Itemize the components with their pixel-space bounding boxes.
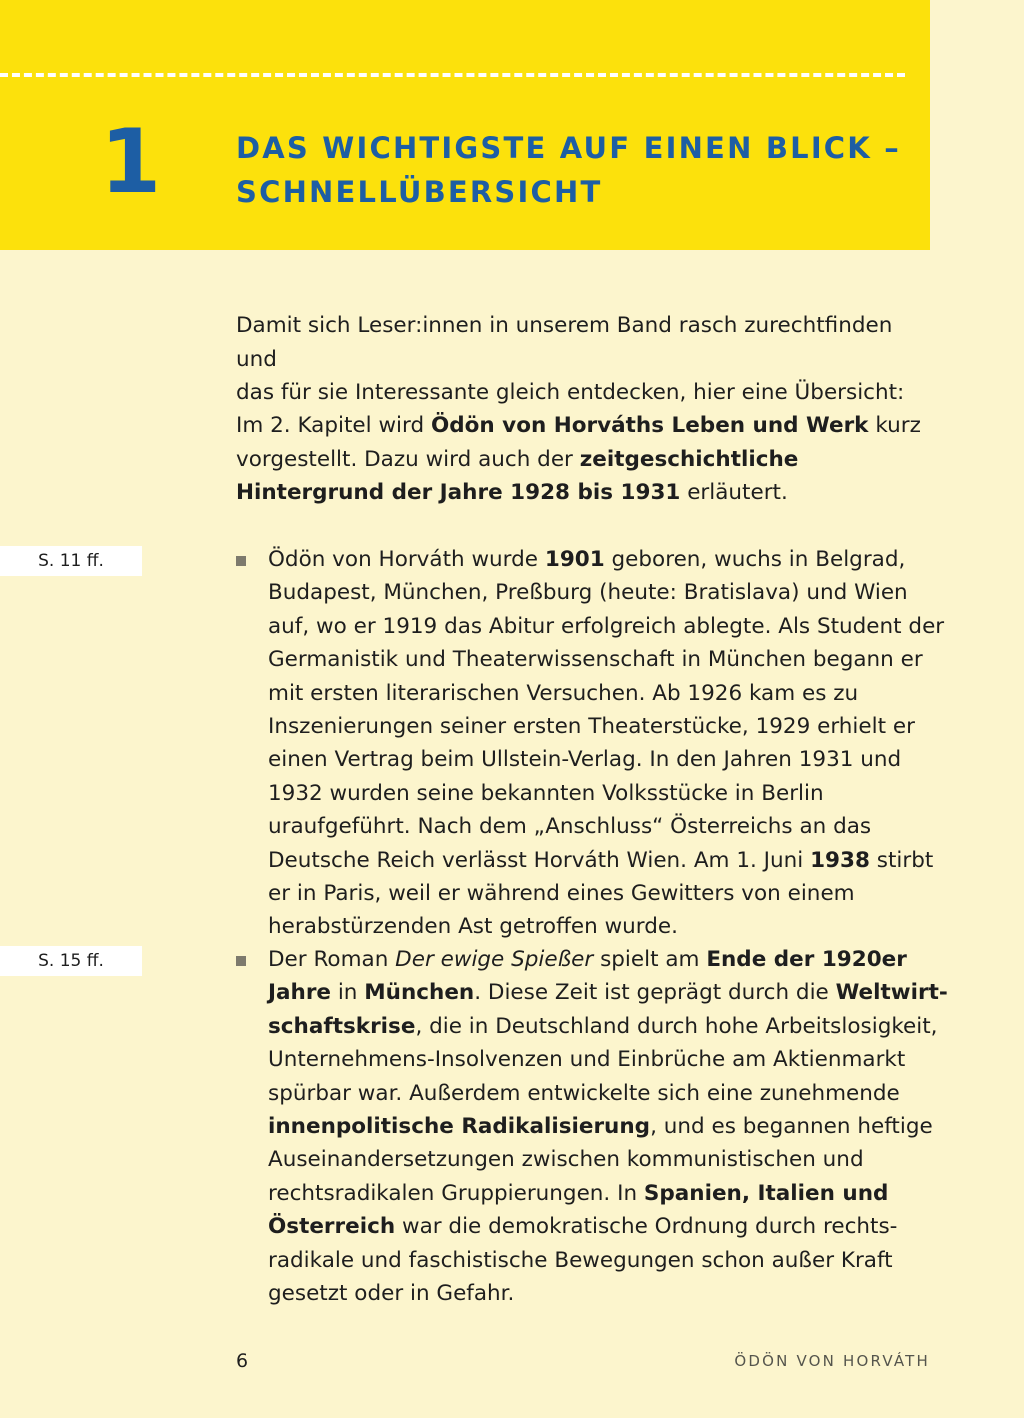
- chapter2-text1: Im 2. Kapitel wird: [236, 413, 431, 438]
- bullet2-italic-title: Der ewige Spießer: [395, 947, 594, 972]
- bullet2-bold3: Weltwirtschaftskrise: [268, 980, 948, 1039]
- bullet2-text5: , die in Deutschland durch hohe Arbeitslosigkeit, Unternehmens-Insolvenzen und Einbrüche am Aktienmarkt spürbar war. Außerdem entwickelte sich eine zunehmende: [268, 1013, 938, 1106]
- page-number: 6: [236, 1350, 249, 1372]
- bullet2-bold4: innenpolitische Radikalisierung: [268, 1114, 651, 1140]
- bullet-item-context: [268, 943, 948, 1310]
- bullet2-text2: spielt am: [593, 947, 707, 972]
- bullet1-bold2: 1938: [810, 847, 870, 873]
- page-ref-label: S. 15 ff.: [0, 946, 142, 976]
- bullet2-bold5: Spanien, Italien und Österreich: [268, 1180, 889, 1240]
- bullet1-text3: stirbt er in Paris, weil er während eines Gewitters von einem herabstürzenden Ast getroffen wurde.: [268, 847, 934, 940]
- chapter-title-line1: DAS WICHTIGSTE AUF EINEN BLICK –: [236, 131, 901, 165]
- bullet2-text1: Der Roman: [268, 947, 396, 972]
- chapter2-bold2: zeitgeschichtliche Hintergrund der Jahre 1928 bis 1931: [236, 446, 799, 505]
- chapter2-bold1: Ödön von Horváths Leben und Werk: [430, 413, 869, 438]
- bullet1-text1: Ödön von Horváth wurde: [268, 547, 545, 572]
- intro-line1: Damit sich Leser:innen in unserem Band rasch zurechtfinden und: [236, 313, 893, 372]
- bullet2-text3: in: [331, 980, 365, 1006]
- bullet-square-icon: [236, 956, 246, 966]
- bullet2-bold1: Ende der 1920er Jahre: [268, 947, 907, 1006]
- bullet2-bold2: München: [364, 980, 475, 1006]
- bullet1-text2: geboren, wuchs in Belgrad, Budapest, München, Preßburg (heute: Bratislava) und Wien auf, wo er 1919 das Abitur erfolgreich ablegte. Als Student der Germanistik und Theaterwissenschaft in München begann er mit ersten literarischen Versuchen. Ab 1926 kam es zu Inszenierungen seiner ersten Theaterstücke, 1929 erhielt er einen Vertrag beim Ullstein-Verlag. In den Jahren 1931 und 1932 wurden seine bekannten Volksstücke in Berlin uraufgeführt. Nach dem „Anschluss“ Österreichs an das Deutsche Reich verlässt Horváth Wien. Am 1. Juni: [268, 547, 945, 873]
- page-ref-label: S. 11 ff.: [0, 546, 142, 576]
- chapter2-text3: erläutert.: [680, 480, 788, 505]
- running-footer-author: ÖDÖN VON HORVÁTH: [734, 1352, 930, 1370]
- bullet-item-biography: [268, 543, 948, 944]
- dashed-divider: [0, 73, 905, 77]
- bullet2-text7: war die demokratische Ordnung durch rechtsradikale und faschistische Bewegungen schon außer Kraft gesetzt oder in Gefahr.: [268, 1214, 898, 1307]
- bullet-square-icon: [236, 556, 246, 566]
- chapter-title-line2: SCHNELLÜBERSICHT: [236, 175, 603, 209]
- chapter2-text2: kurz vorgestellt. Dazu wird auch der: [236, 413, 921, 472]
- chapter-header-banner: [0, 0, 930, 250]
- bullet1-bold1: 1901: [544, 547, 605, 572]
- chapter-number: 1: [100, 110, 162, 213]
- bullet2-text6: , und es begannen heftige Auseinandersetzungen zwischen kommunistischen und rechtsradikalen Gruppierungen. In: [268, 1114, 933, 1206]
- intro-line2: das für sie Interessante gleich entdecken, hier eine Übersicht:: [236, 380, 905, 405]
- chapter-title: [236, 126, 916, 214]
- bullet2-text4: . Diese Zeit ist geprägt durch die: [474, 980, 836, 1006]
- chapter2-paragraph: [236, 409, 931, 510]
- intro-paragraph: [236, 309, 936, 410]
